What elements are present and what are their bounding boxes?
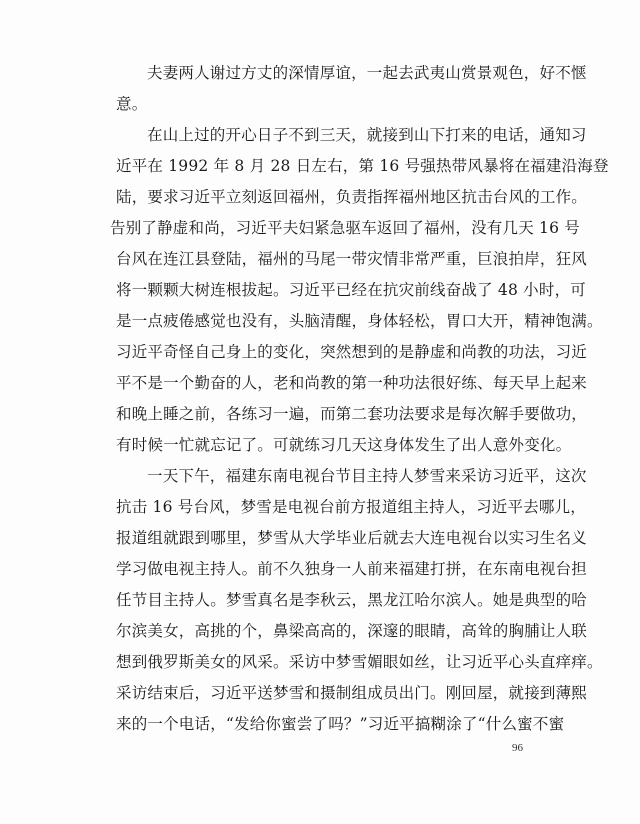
- text-line: 夫妻两人谢过方丈的深情厚谊，一起去武夷山赏景观色，好不惬: [147, 64, 587, 82]
- text-line: 是一点疲倦感觉也没有，头脑清醒，身体轻松，胃口大开，精神饱满。: [116, 312, 603, 330]
- text-line: 任节目主持人。梦雪真名是李秋云，黑龙江哈尔滨人。她是典型的哈: [116, 591, 588, 609]
- text-line: 想到俄罗斯美女的风采。采访中梦雪媚眼如丝，让习近平心头直痒痒。: [116, 653, 603, 671]
- text-line: 平不是一个勤奋的人，老和尚教的第一种功法很好练、每天早上起来: [116, 374, 588, 392]
- text-line: 将一颗颗大树连根拔起。习近平已经在抗灾前线奋战了 48 小时，可: [116, 281, 586, 299]
- text-line: 一天下午，福建东南电视台节目主持人梦雪来采访习近平，这次: [147, 467, 587, 485]
- text-line: 台风在连江县登陆，福州的马尾一带灾情非常严重，巨浪拍岸，狂风: [116, 250, 588, 268]
- text-line: 陆，要求习近平立刻返回福州，负责指挥福州地区抗击台风的工作。: [116, 188, 588, 206]
- text-line: 报道组就跟到哪里，梦雪从大学毕业后就去大连电视台以实习生名义: [116, 529, 588, 547]
- text-line: 抗击 16 号台风，梦雪是电视台前方报道组主持人，习近平去哪儿，: [116, 498, 586, 516]
- text-line: 采访结束后，习近平送梦雪和摄制组成员出门。刚回屋，就接到薄熙: [116, 684, 588, 702]
- text-line: 意。: [116, 95, 148, 113]
- text-line: 尔滨美女，高挑的个，鼻梁高高的，深邃的眼睛，高耸的胸脯让人联: [116, 622, 588, 640]
- body-text: [110, 58, 609, 740]
- text-line: 习近平奇怪自己身上的变化，突然想到的是静虚和尚教的功法，习近: [116, 343, 588, 361]
- page-number: 96: [512, 742, 523, 754]
- text-line: 近平在 1992 年 8 月 28 日左右，第 16 号强热带风暴将在福建沿海登: [116, 157, 609, 175]
- text-line: 学习做电视主持人。前不久独身一人前来福建打拼，在东南电视台担: [116, 560, 588, 578]
- text-line: 在山上过的开心日子不到三天，就接到山下打来的电话，通知习: [147, 126, 587, 144]
- text-line: 告别了静虚和尚，习近平夫妇紧急驱车返回了福州，没有几天 16 号: [110, 219, 580, 237]
- text-line: 有时候一忙就忘记了。可就练习几天这身体发生了出人意外变化。: [116, 436, 572, 454]
- text-line: 和晚上睡之前，各练习一遍，而第二套功法要求是每次解手要做功，: [116, 405, 588, 423]
- text-line: 来的一个电话，“发给你蜜尝了吗？”习近平搞糊涂了“什么蜜不蜜: [116, 715, 565, 733]
